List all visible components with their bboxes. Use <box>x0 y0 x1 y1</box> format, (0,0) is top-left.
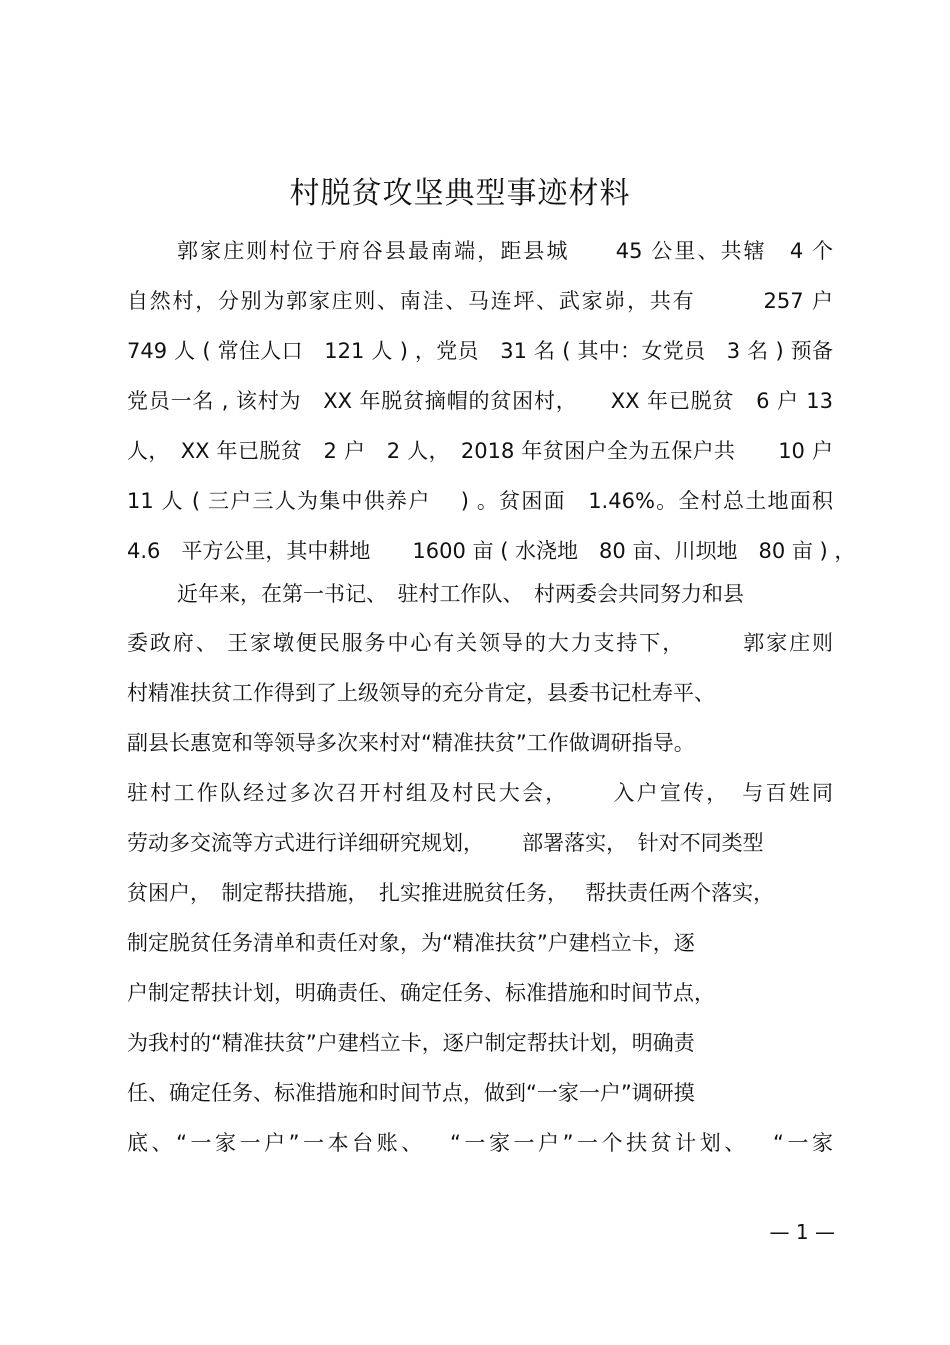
body-line: 户制定帮扶计划，明确责任、确定任务、标准措施和时间节点， <box>127 981 715 1005</box>
body-line: 制定脱贫任务清单和责任对象，为“精准扶贫”户建档立卡，逐 <box>127 931 695 955</box>
body-line: 委政府、 王家墩便民服务中心有关领导的大力支持下， 郭家庄则 <box>127 631 833 655</box>
body-line: 村精准扶贫工作得到了上级领导的充分肯定，县委书记杜寿平、 <box>127 681 715 705</box>
body-line: 郭家庄则村位于府谷县最南端，距县城 45 公里、共辖 4 个 <box>177 239 833 263</box>
body-line: 自然村，分别为郭家庄则、南洼、马连坪、武家峁，共有 257 户 <box>127 289 833 313</box>
body-line: 4.6 平方公里，其中耕地 1600 亩 ( 水浇地 80 亩、川坝地 80 亩 ) ， <box>127 539 856 563</box>
body-line: 近年来，在第一书记、 驻村工作队、 村两委会共同努力和县 <box>177 582 744 606</box>
body-line: 驻村工作队经过多次召开村组及村民大会， 入户宣传， 与百姓同 <box>127 781 833 805</box>
body-line: 为我村的“精准扶贫”户建档立卡，逐户制定帮扶计划，明确责 <box>127 1031 695 1055</box>
body-line: 人， XX 年已脱贫 2 户 2 人， 2018 年贫困户全为五保户共 10 户 <box>127 439 833 463</box>
body-line: 副县长惠宽和等领导多次来村对“精准扶贫”工作做调研指导。 <box>127 731 695 755</box>
body-line: 党员一名 , 该村为 XX 年脱贫摘帽的贫困村， XX 年已脱贫 6 户 13 <box>127 389 833 413</box>
page-number: — 1 — <box>769 1220 835 1244</box>
body-line: 劳动多交流等方式进行详细研究规划， 部署落实， 针对不同类型 <box>127 831 764 855</box>
document-title: 村脱贫攻坚典型事迹材料 <box>289 176 631 211</box>
body-line: 贫困户， 制定帮扶措施， 扎实推进脱贫任务， 帮扶责任两个落实， <box>127 881 775 905</box>
body-line: 任、确定任务、标准措施和时间节点，做到“一家一户”调研摸 <box>127 1081 695 1105</box>
body-line: 底、“一家一户”一本台账、 “一家一户”一个扶贫计划、 “一家 <box>127 1131 833 1155</box>
body-line: 11 人 ( 三户三人为集中供养户 ) 。贫困面 1.46%。全村总土地面积 <box>127 489 833 513</box>
body-line: 749 人 ( 常住人口 121 人 ) ，党员 31 名 ( 其中：女党员 3 名 ) 预备 <box>127 339 833 363</box>
